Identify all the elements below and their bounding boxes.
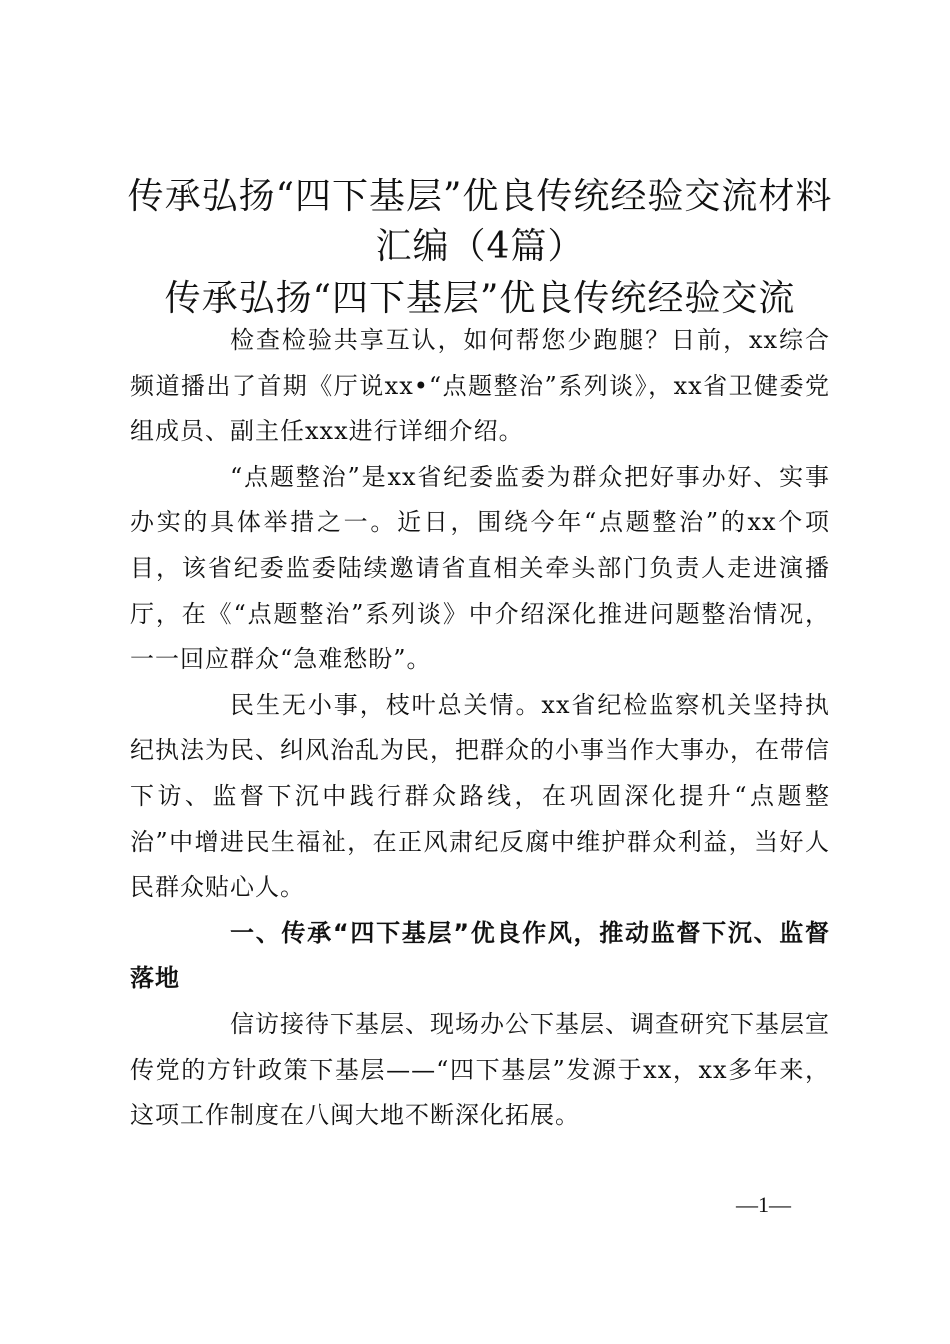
page-number: —1—: [736, 1192, 791, 1217]
title-block: [110, 172, 850, 326]
section-paragraph: 信访接待下基层、现场办公下基层、调查研究下基层宣传党的方针政策下基层——“四下基层”发源于xx，xx多年来，这项工作制度在八闽大地不断深化拓展。: [130, 1009, 830, 1130]
document-subtitle: 传承弘扬“四下基层”优良传统经验交流: [164, 278, 796, 319]
body-text: [130, 318, 830, 1139]
paragraph-3: 民生无小事，枝叶总关情。xx省纪检监察机关坚持执纪执法为民、纠风治乱为民，把群众的小事当作大事办，在带信下访、监督下沉中践行群众路线，在巩固深化提升“点题整治”中增进民生福祉，在正风肃纪反腐中维护群众利益，当好人民群众贴心人。: [130, 690, 830, 902]
paragraph-2: “点题整治”是xx省纪委监委为群众把好事办好、实事办实的具体举措之一。近日，围绕今年“点题整治”的xx个项目，该省纪委监委陆续邀请省直相关牵头部门负责人走进演播厅，在《“点题整治”系列谈》中介绍深化推进问题整治情况，一一回应群众“急难愁盼”。: [130, 462, 830, 674]
section-heading: 一、传承“四下基层”优良作风，推动监督下沉、监督落地: [130, 918, 830, 993]
document-title: 传承弘扬“四下基层”优良传统经验交流材料汇编（4篇）: [127, 176, 833, 267]
paragraph-1: 检查检验共享互认，如何帮您少跑腿？日前，xx综合频道播出了首期《厅说xx•“点题整治”系列谈》，xx省卫健委党组成员、副主任xxx进行详细介绍。: [130, 326, 830, 446]
